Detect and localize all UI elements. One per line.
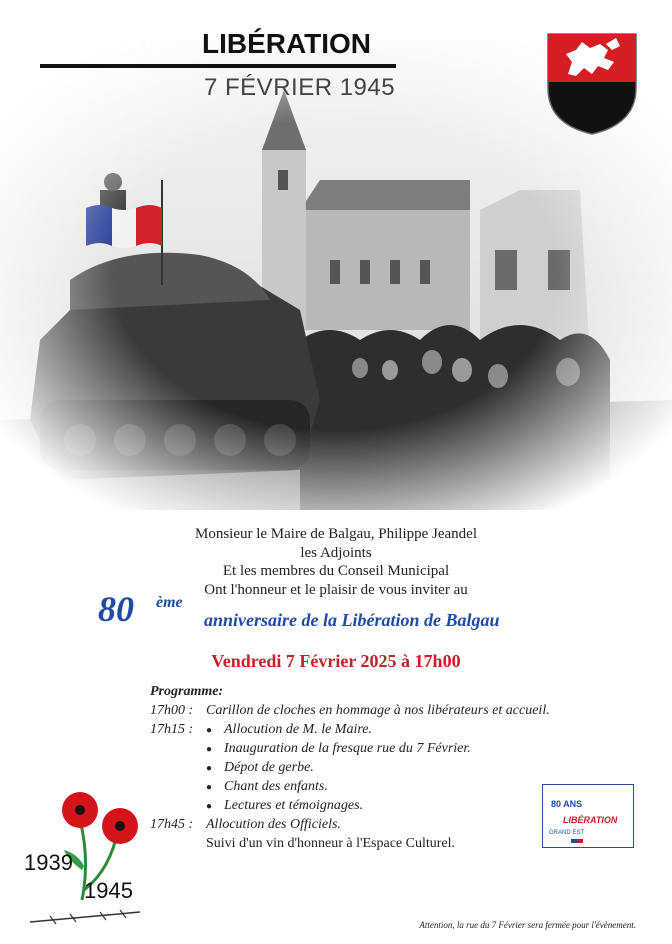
logo-liberation: LIBÉRATION: [563, 815, 618, 825]
program-time: 17h15 :: [150, 722, 194, 737]
logo-grand-est: GRAND EST: [549, 830, 585, 836]
header: [40, 28, 400, 108]
event-date: Vendredi 7 Février 2025 à 17h00: [211, 651, 461, 671]
anniversary-superscript: ème: [156, 594, 183, 611]
logo-80-ans: 80 ANS: [551, 799, 583, 809]
page-title: LIBÉRATION: [202, 28, 372, 59]
bullet-icon: ●: [206, 725, 213, 736]
year-end: 1945: [84, 878, 133, 903]
program-item: Carillon de cloches en hommage à nos libérateurs et accueil.: [206, 703, 550, 718]
program-item: Allocution des Officiels.: [206, 817, 341, 832]
anniversary-title: anniversaire de la Libération de Balgau: [204, 610, 500, 630]
80-ans-liberation-logo: [542, 784, 634, 848]
program-item: Dépot de gerbe.: [224, 760, 314, 775]
program-item: Allocution de M. le Maire.: [224, 722, 372, 737]
invitation-line-invite: Ont l'honneur et le plaisir de vous inviter au: [204, 582, 468, 598]
bullet-icon: ●: [206, 801, 213, 812]
town-name: BALGAU: [42, 28, 165, 59]
invitation-line-council: Et les membres du Conseil Municipal: [222, 563, 450, 579]
program-item: Lectures et témoignages.: [224, 798, 364, 813]
bullet-icon: ●: [206, 782, 213, 793]
title-underline: [40, 64, 396, 68]
program-time: 17h45 :: [150, 817, 194, 832]
invitation-line-adjoints: les Adjoints: [300, 545, 372, 561]
program-title: Programme:: [150, 684, 224, 699]
invitation-line-mayor: Monsieur le Maire de Balgau, Philippe Jeandel: [194, 526, 477, 542]
anniversary-number: 80: [98, 589, 134, 629]
footer-notice: Attention, la rue du 7 Février sera fermée pour l'évènement.: [419, 920, 636, 930]
bullet-icon: ●: [206, 763, 213, 774]
year-start: 1939: [24, 850, 73, 875]
logo-flag-icon: [577, 839, 583, 843]
coat-of-arms-icon: [546, 32, 638, 136]
program-item: Suivi d'un vin d'honneur à l'Espace Culturel.: [206, 836, 456, 851]
program-item: Inauguration de la fresque rue du 7 Février.: [224, 741, 471, 756]
program-item: Chant des enfants.: [224, 779, 328, 794]
liberation-date: 7 FÉVRIER 1945: [204, 74, 396, 101]
bullet-icon: ●: [206, 744, 213, 755]
program-time: 17h00 :: [150, 703, 194, 718]
